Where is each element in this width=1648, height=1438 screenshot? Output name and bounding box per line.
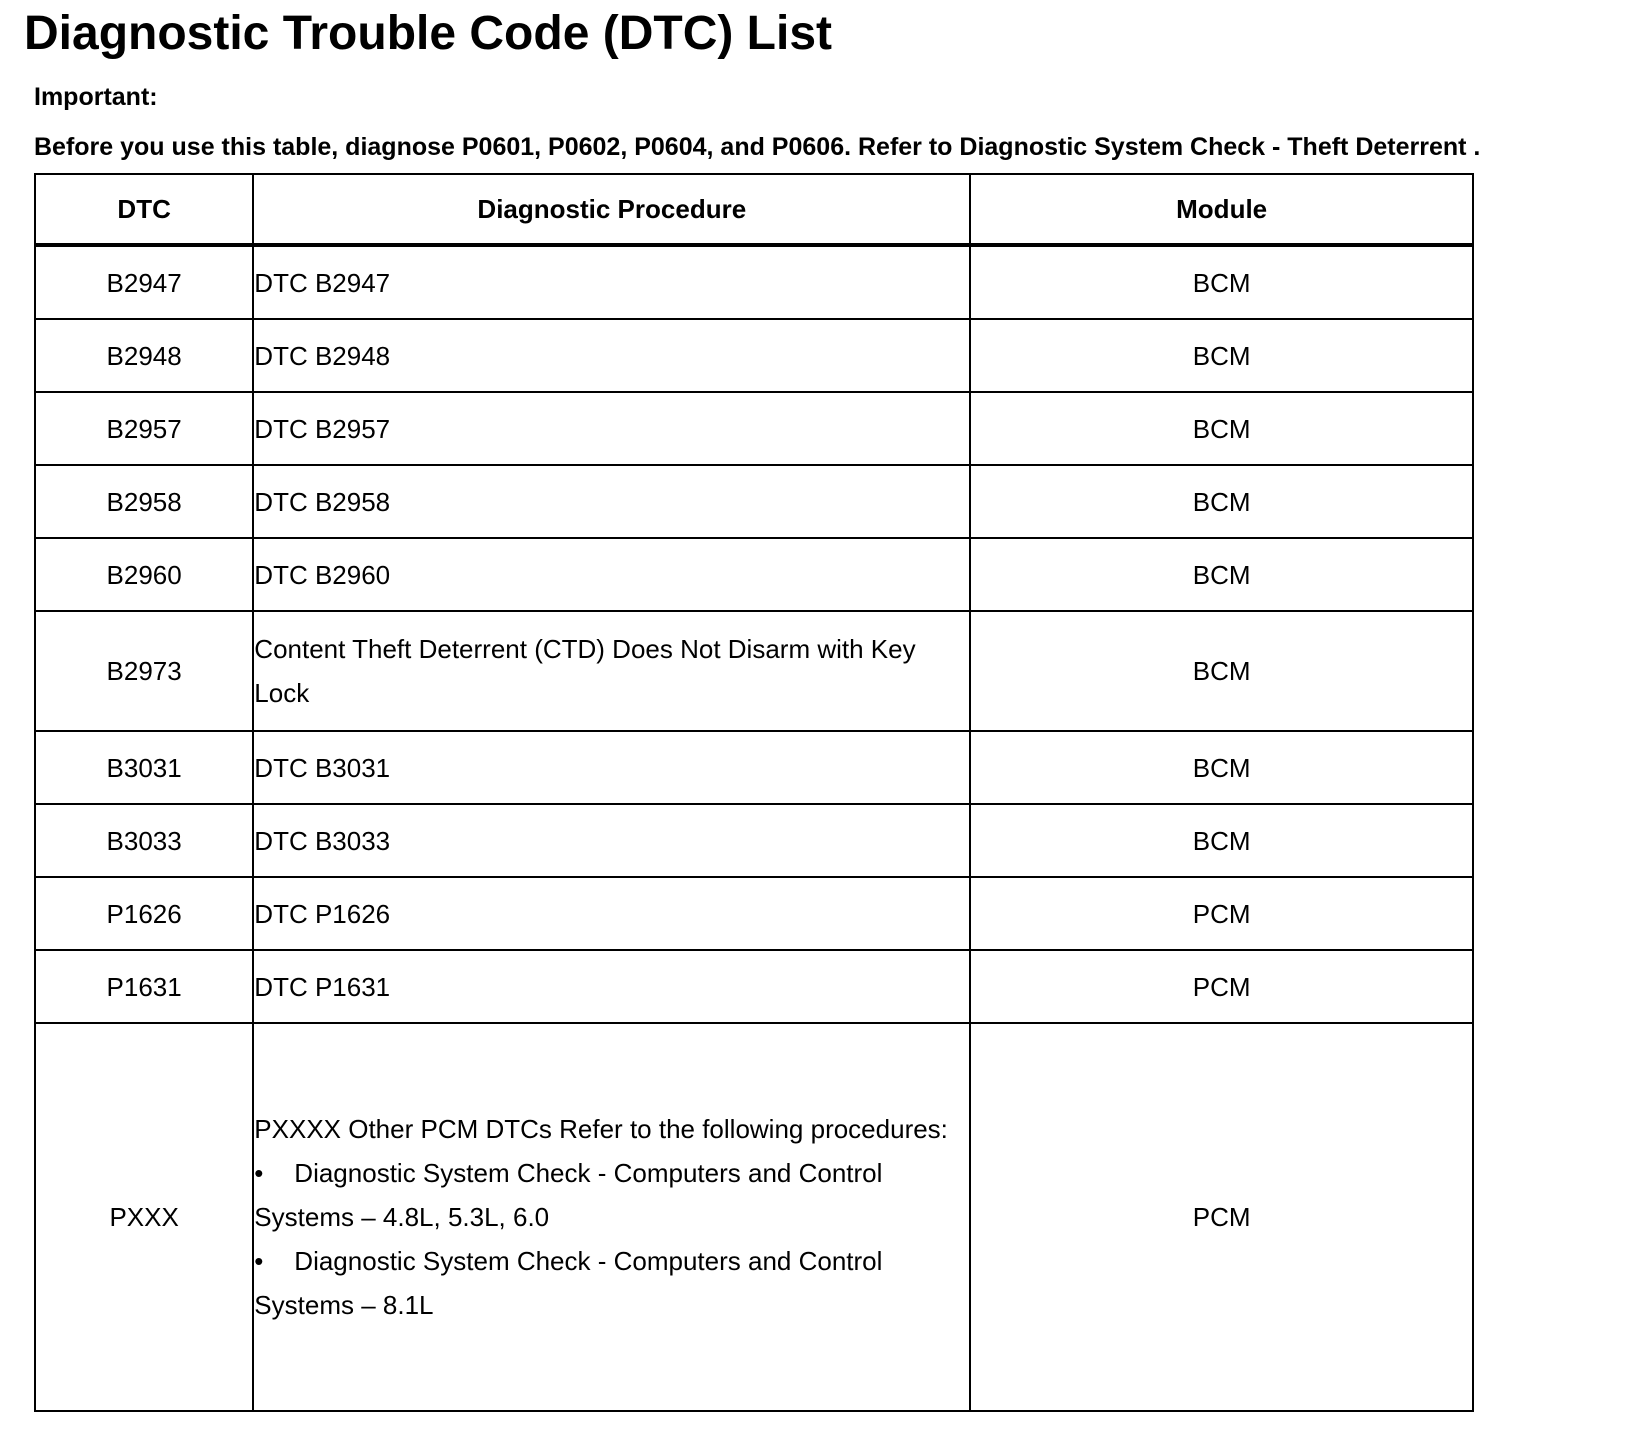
dtc-code: B2973 [35,611,253,731]
procedure-link[interactable]: DTC B2947 [253,245,970,319]
module-name: PCM [970,1023,1473,1411]
important-label: Important: [34,83,158,111]
table-row [35,877,1473,950]
dtc-code: B3031 [35,731,253,804]
dtc-code: B2948 [35,319,253,392]
module-name: BCM [970,465,1473,538]
module-name: PCM [970,950,1473,1023]
table-row [35,245,1473,319]
procedure-link[interactable]: DTC B2948 [253,319,970,392]
dtc-code: B3033 [35,804,253,877]
header-module: Module [970,174,1473,245]
procedure-link[interactable]: DTC P1631 [253,950,970,1023]
dtc-code: P1626 [35,877,253,950]
table-row [35,392,1473,465]
procedure-link[interactable]: Content Theft Deterrent (CTD) Does Not Disarm with Key Lock [253,611,970,731]
dtc-code: B2960 [35,538,253,611]
table-row [35,804,1473,877]
dtc-code: P1631 [35,950,253,1023]
module-name: BCM [970,538,1473,611]
procedure-link[interactable]: DTC P1626 [253,877,970,950]
page-title: Diagnostic Trouble Code (DTC) List [24,7,833,60]
table-row [35,1023,1473,1411]
header-dtc: DTC [35,174,253,245]
bullet-icon: • [254,1158,264,1188]
procedure-cell [253,1023,970,1411]
module-name: BCM [970,731,1473,804]
procedure-intro: PXXXX Other PCM DTCs Refer to the following procedures: [254,1114,948,1144]
procedure-list-item[interactable] [254,1151,969,1239]
procedure-link[interactable]: Diagnostic System Check - Computers and Control Systems – 4.8L, 5.3L, 6.0 [254,1158,883,1232]
table-row [35,950,1473,1023]
table-row [35,465,1473,538]
bullet-icon: • [254,1246,264,1276]
module-name: BCM [970,804,1473,877]
table-header-row [35,174,1473,245]
procedure-link[interactable]: DTC B2957 [253,392,970,465]
procedure-link[interactable]: DTC B3033 [253,804,970,877]
dtc-code: B2957 [35,392,253,465]
table-row [35,731,1473,804]
table-row [35,538,1473,611]
procedure-link[interactable]: DTC B2960 [253,538,970,611]
procedure-link[interactable]: DTC B3031 [253,731,970,804]
procedure-link[interactable]: Diagnostic System Check - Computers and Control Systems – 8.1L [254,1246,883,1320]
procedure-list-item[interactable] [254,1239,969,1327]
header-diagnostic-procedure: Diagnostic Procedure [253,174,970,245]
table-row [35,319,1473,392]
dtc-code: PXXX [35,1023,253,1411]
module-name: BCM [970,611,1473,731]
dtc-code: B2958 [35,465,253,538]
module-name: BCM [970,319,1473,392]
dtc-code: B2947 [35,245,253,319]
module-name: PCM [970,877,1473,950]
procedure-link[interactable]: DTC B2958 [253,465,970,538]
table-row [35,611,1473,731]
module-name: BCM [970,392,1473,465]
dtc-table [34,173,1474,1412]
module-name: BCM [970,245,1473,319]
important-note: Before you use this table, diagnose P0601, P0602, P0604, and P0606. Refer to Diagnostic System Check - Theft Deterrent . [34,133,1481,161]
